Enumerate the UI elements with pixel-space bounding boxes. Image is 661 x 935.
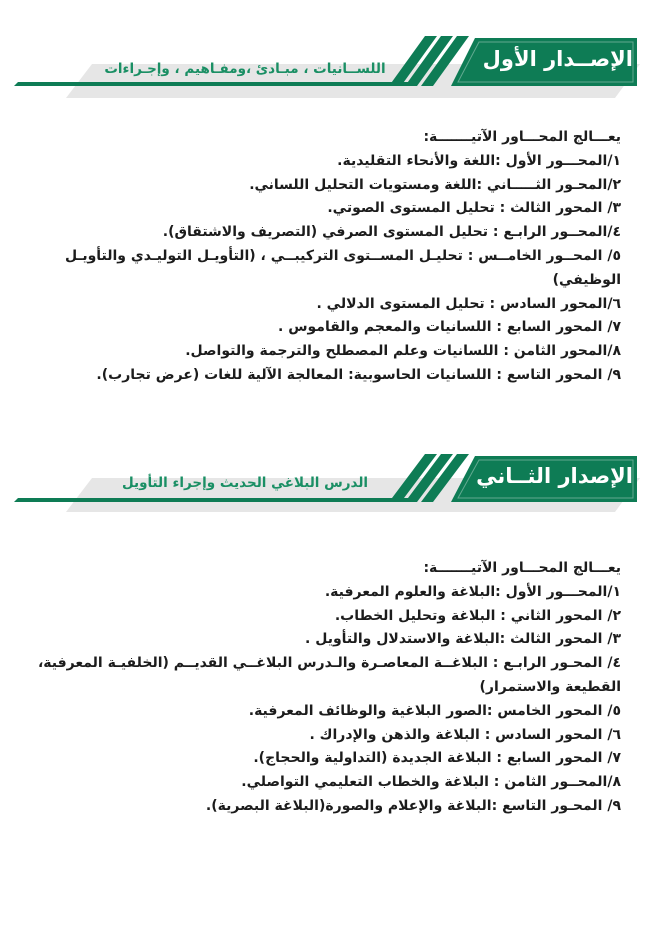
list-item: ٧/ المحور السابع : اللسانيات والمعجم والقاموس . [278, 319, 621, 336]
list-item: ٢/المحـور الثـــــاني :اللغة ومستويات التحليل اللساني. [249, 176, 621, 193]
section-intro: يعـــالج المحـــاور الآتيـــــــة: [423, 560, 621, 576]
section-1-banner [0, 36, 661, 116]
list-item: ٤/ المحـور الرابـع : البلاغــة المعاصـرة والـدرس البلاغــي القديــم (الخلفيـة المعرفية، القطيعة والاستمرار) [37, 655, 621, 695]
list-item: ٩/ المحور التاسع : اللسانيات الحاسوبية: المعالجة الآلية للغات (عرض تجارب). [96, 366, 621, 383]
section-1-body [31, 126, 621, 388]
section-title: الإصدار الثــاني [476, 464, 633, 488]
section-title: الإصــدار الأول [482, 47, 633, 71]
list-item: ٦/ المحور السادس : البلاغة والذهن والإدراك . [309, 726, 621, 743]
list-item: ٢/ المحور الثاني : البلاغة وتحليل الخطاب. [334, 607, 621, 624]
list-item: ١/المحـــور الأول :البلاغة والعلوم المعرفية. [324, 583, 621, 600]
section-2-banner [0, 454, 661, 534]
list-item: ١/المحـــور الأول :اللغة والأنحاء التقليدية. [337, 152, 621, 169]
section-subtitle: اللســانيات ، مبـادئ ،ومفـاهيم ، وإجـراءات [104, 61, 386, 77]
banner-underline [14, 498, 410, 502]
list-item: ٥/ المحــور الخامــس : تحليـل المســتوى التركيبــي ، (التأويـل التوليـدي والتأويـل الوظيفي) [65, 247, 621, 288]
section-subtitle: الدرس البلاغي الحديث وإجراء التأويل [121, 475, 369, 491]
list-item: ٩/ المحـور التاسع :البلاغة والإعلام والصورة(البلاغة البصرية). [205, 797, 621, 814]
list-item: ٧/ المحور السابع : البلاغة الجديدة (التداولية والحجاج). [253, 750, 621, 767]
list-item: ٥/ المحور الخامس :الصور البلاغية والوظائف المعرفية. [248, 702, 621, 719]
section-intro: يعـــالج المحـــاور الآتيـــــــة: [423, 129, 621, 145]
list-item: ٦/المحور السادس : تحليل المستوى الدلالي . [316, 295, 621, 312]
list-item: ٣/ المحور الثالث :البلاغة والاستدلال والتأويل . [305, 631, 621, 648]
list-item: ٨/المحــور الثامن : البلاغة والخطاب التعليمي التواصلي. [241, 774, 621, 791]
section-2-body [31, 557, 621, 819]
list-item: ٣/ المحور الثالث : تحليل المستوى الصوتي. [327, 200, 621, 217]
list-item: ٤/المحــور الرابـع : تحليل المستوى الصرفي (التصريف والاشتقاق). [162, 224, 621, 241]
list-item: ٨/المحور الثامن : اللسانيات وعلم المصطلح والترجمة والتواصل. [185, 343, 621, 360]
banner-underline [14, 82, 410, 86]
